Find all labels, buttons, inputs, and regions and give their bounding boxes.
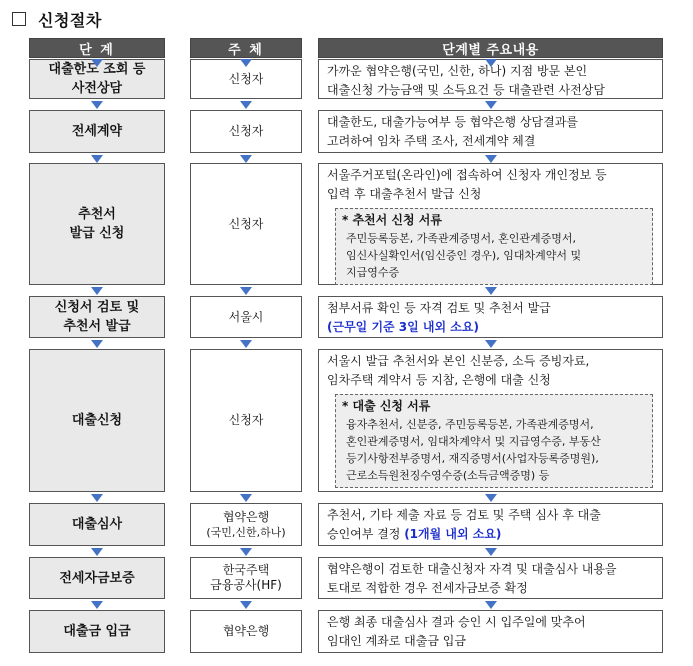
content-line: 임대인 계좌로 대출금 입금 <box>327 634 466 648</box>
content-line-text: 승인여부 결정 <box>327 527 405 541</box>
stage-cell <box>29 110 165 153</box>
flow-arrow-down-icon <box>485 494 497 502</box>
content-line: 협약은행이 검토한 대출신청자 자격 및 대출심사 내용을 <box>327 562 617 576</box>
content-line: 서울시 발급 추천서와 본인 신분증, 소득 증빙자료, <box>327 354 590 368</box>
stage-label: 대출심사 <box>71 517 123 532</box>
content-line: 서울주거포털(온라인)에 접속하여 신청자 개인정보 등 <box>327 168 607 182</box>
flow-arrow-down-icon <box>240 101 252 109</box>
table-row <box>0 296 693 338</box>
required-documents-line: 융자추천서, 신분증, 주민등록등본, 가족관계증명서, <box>346 418 594 431</box>
required-documents-line: 근로소득원천징수영수증(소득금액증명) 등 <box>346 469 550 482</box>
content-cell <box>318 557 663 599</box>
stage-label: 추천서 <box>78 207 116 222</box>
stage-label: 대출한도 조회 등 <box>48 62 146 77</box>
subject-label: 협약은행 <box>222 509 270 524</box>
stage-label: 대출금 입금 <box>63 624 131 639</box>
content-line: 대출신청 가능금액 및 소득요건 등 대출관련 사전상담 <box>327 83 605 97</box>
table-row <box>0 59 693 99</box>
subject-cell <box>190 503 302 546</box>
subject-label: 한국주택 <box>222 563 270 577</box>
subject-cell <box>190 557 302 599</box>
flow-arrow-down-icon <box>485 548 497 556</box>
flow-arrow-down-icon <box>485 601 497 609</box>
required-documents-box <box>335 208 653 285</box>
table-row <box>0 349 693 492</box>
stage-cell <box>29 503 165 546</box>
flow-arrow-down-icon <box>485 155 497 163</box>
stage-label: 전세계약 <box>71 124 123 139</box>
subject-cell <box>190 110 302 153</box>
flow-arrow-down-icon <box>240 494 252 502</box>
content-cell <box>318 349 663 492</box>
flow-arrow-down-icon <box>91 494 103 502</box>
flow-arrow-down-icon <box>91 340 103 348</box>
flow-arrow-down-icon <box>240 340 252 348</box>
content-line: 은행 최종 대출심사 결과 승인 시 입주일에 맞추어 <box>327 615 586 629</box>
content-cell <box>318 110 663 153</box>
subject-label: 금융공사(HF) <box>210 578 282 592</box>
content-line: 가까운 협약은행(국민, 신한, 하나) 지점 방문 본인 <box>327 64 588 78</box>
stage-label: 신청서 검토 및 <box>54 300 140 315</box>
flow-arrow-down-icon <box>485 287 497 295</box>
header-content: 단계별 주요내용 <box>318 38 663 58</box>
content-line: 고려하여 임차 주택 조사, 전세계약 체결 <box>327 134 536 148</box>
required-documents-line: 지급영수증 <box>346 266 400 279</box>
flow-arrow-down-icon <box>91 548 103 556</box>
checkbox-square-icon <box>12 12 26 26</box>
content-line <box>327 525 654 544</box>
processing-time-note: (1개월 내외 소요) <box>404 527 502 541</box>
content-line: 토대로 적합한 경우 전세자금보증 확정 <box>327 581 528 595</box>
flow-arrow-down-icon <box>485 340 497 348</box>
table-row <box>0 557 693 599</box>
subject-cell <box>190 610 302 653</box>
flow-arrow-down-icon <box>91 287 103 295</box>
content-cell <box>318 163 663 285</box>
flow-arrow-down-icon <box>240 287 252 295</box>
required-documents-line: 임신사실확인서(임신증인 경우), 임대차계약서 및 <box>346 249 582 262</box>
stage-label: 대출신청 <box>71 413 123 428</box>
flow-arrow-down-icon <box>91 155 103 163</box>
table-row <box>0 110 693 153</box>
content-line: 임차주택 계약서 등 지참, 은행에 대출 신청 <box>327 373 551 387</box>
flow-arrow-down-icon <box>91 59 103 67</box>
content-line: 대출한도, 대출가능여부 등 협약은행 상담결과를 <box>327 115 578 129</box>
flow-arrow-down-icon <box>91 101 103 109</box>
processing-time-note: (근무일 기준 3일 내외 소요) <box>327 320 479 334</box>
flow-arrow-down-icon <box>240 548 252 556</box>
table-row <box>0 163 693 285</box>
content-line: 입력 후 대출추천서 발급 신청 <box>327 187 482 201</box>
required-documents-line: 혼인관계증명서, 임대차계약서 및 지급영수증, 부동산 <box>346 435 601 448</box>
subject-label: 서울시 <box>228 309 264 324</box>
stage-cell <box>29 349 165 492</box>
subject-label: 신청자 <box>228 124 264 138</box>
flow-arrow-down-icon <box>485 101 497 109</box>
stage-label: 추천서 발급 <box>63 319 131 334</box>
required-documents-title: * 대출 신청 서류 <box>342 399 431 413</box>
subject-label: 신청자 <box>228 413 264 427</box>
stage-label: 전세자금보증 <box>59 570 135 586</box>
subject-label: (국민,신한,하나) <box>206 525 286 539</box>
required-documents-title: * 추천서 신청 서류 <box>342 213 442 227</box>
stage-cell <box>29 557 165 599</box>
required-documents-line: 주민등록등본, 가족관계증명서, 혼인관계증명서, <box>346 232 577 245</box>
subject-cell <box>190 349 302 492</box>
header-subject: 주 체 <box>190 38 302 58</box>
flow-arrow-down-icon <box>240 155 252 163</box>
subject-label: 신청자 <box>228 71 264 86</box>
stage-cell <box>29 610 165 653</box>
table-row <box>0 503 693 546</box>
section-title-text: 신청절차 <box>38 10 102 30</box>
required-documents-line: 등기사항전부증명서, 재직증명서(사업자등록증명원), <box>346 452 599 465</box>
content-line: 추천서, 기타 제출 자료 등 검토 및 주택 심사 후 대출 <box>327 508 601 522</box>
table-row <box>0 610 693 653</box>
subject-cell <box>190 296 302 338</box>
subject-label: 협약은행 <box>222 624 270 638</box>
stage-cell <box>29 163 165 285</box>
flow-arrow-down-icon <box>485 59 497 67</box>
required-documents-box <box>335 394 653 488</box>
stage-label: 발급 신청 <box>69 226 125 241</box>
stage-label: 사전상담 <box>71 81 123 96</box>
flow-arrow-down-icon <box>240 601 252 609</box>
content-cell <box>318 503 663 546</box>
flow-arrow-down-icon <box>240 59 252 67</box>
subject-cell <box>190 163 302 285</box>
header-stage: 단 계 <box>29 38 165 58</box>
stage-cell <box>29 296 165 338</box>
section-title <box>12 6 102 32</box>
flow-arrow-down-icon <box>91 601 103 609</box>
content-line: 첨부서류 확인 등 자격 검토 및 추천서 발급 <box>327 301 551 315</box>
content-cell <box>318 296 663 338</box>
content-cell <box>318 610 663 653</box>
subject-label: 신청자 <box>228 216 264 231</box>
